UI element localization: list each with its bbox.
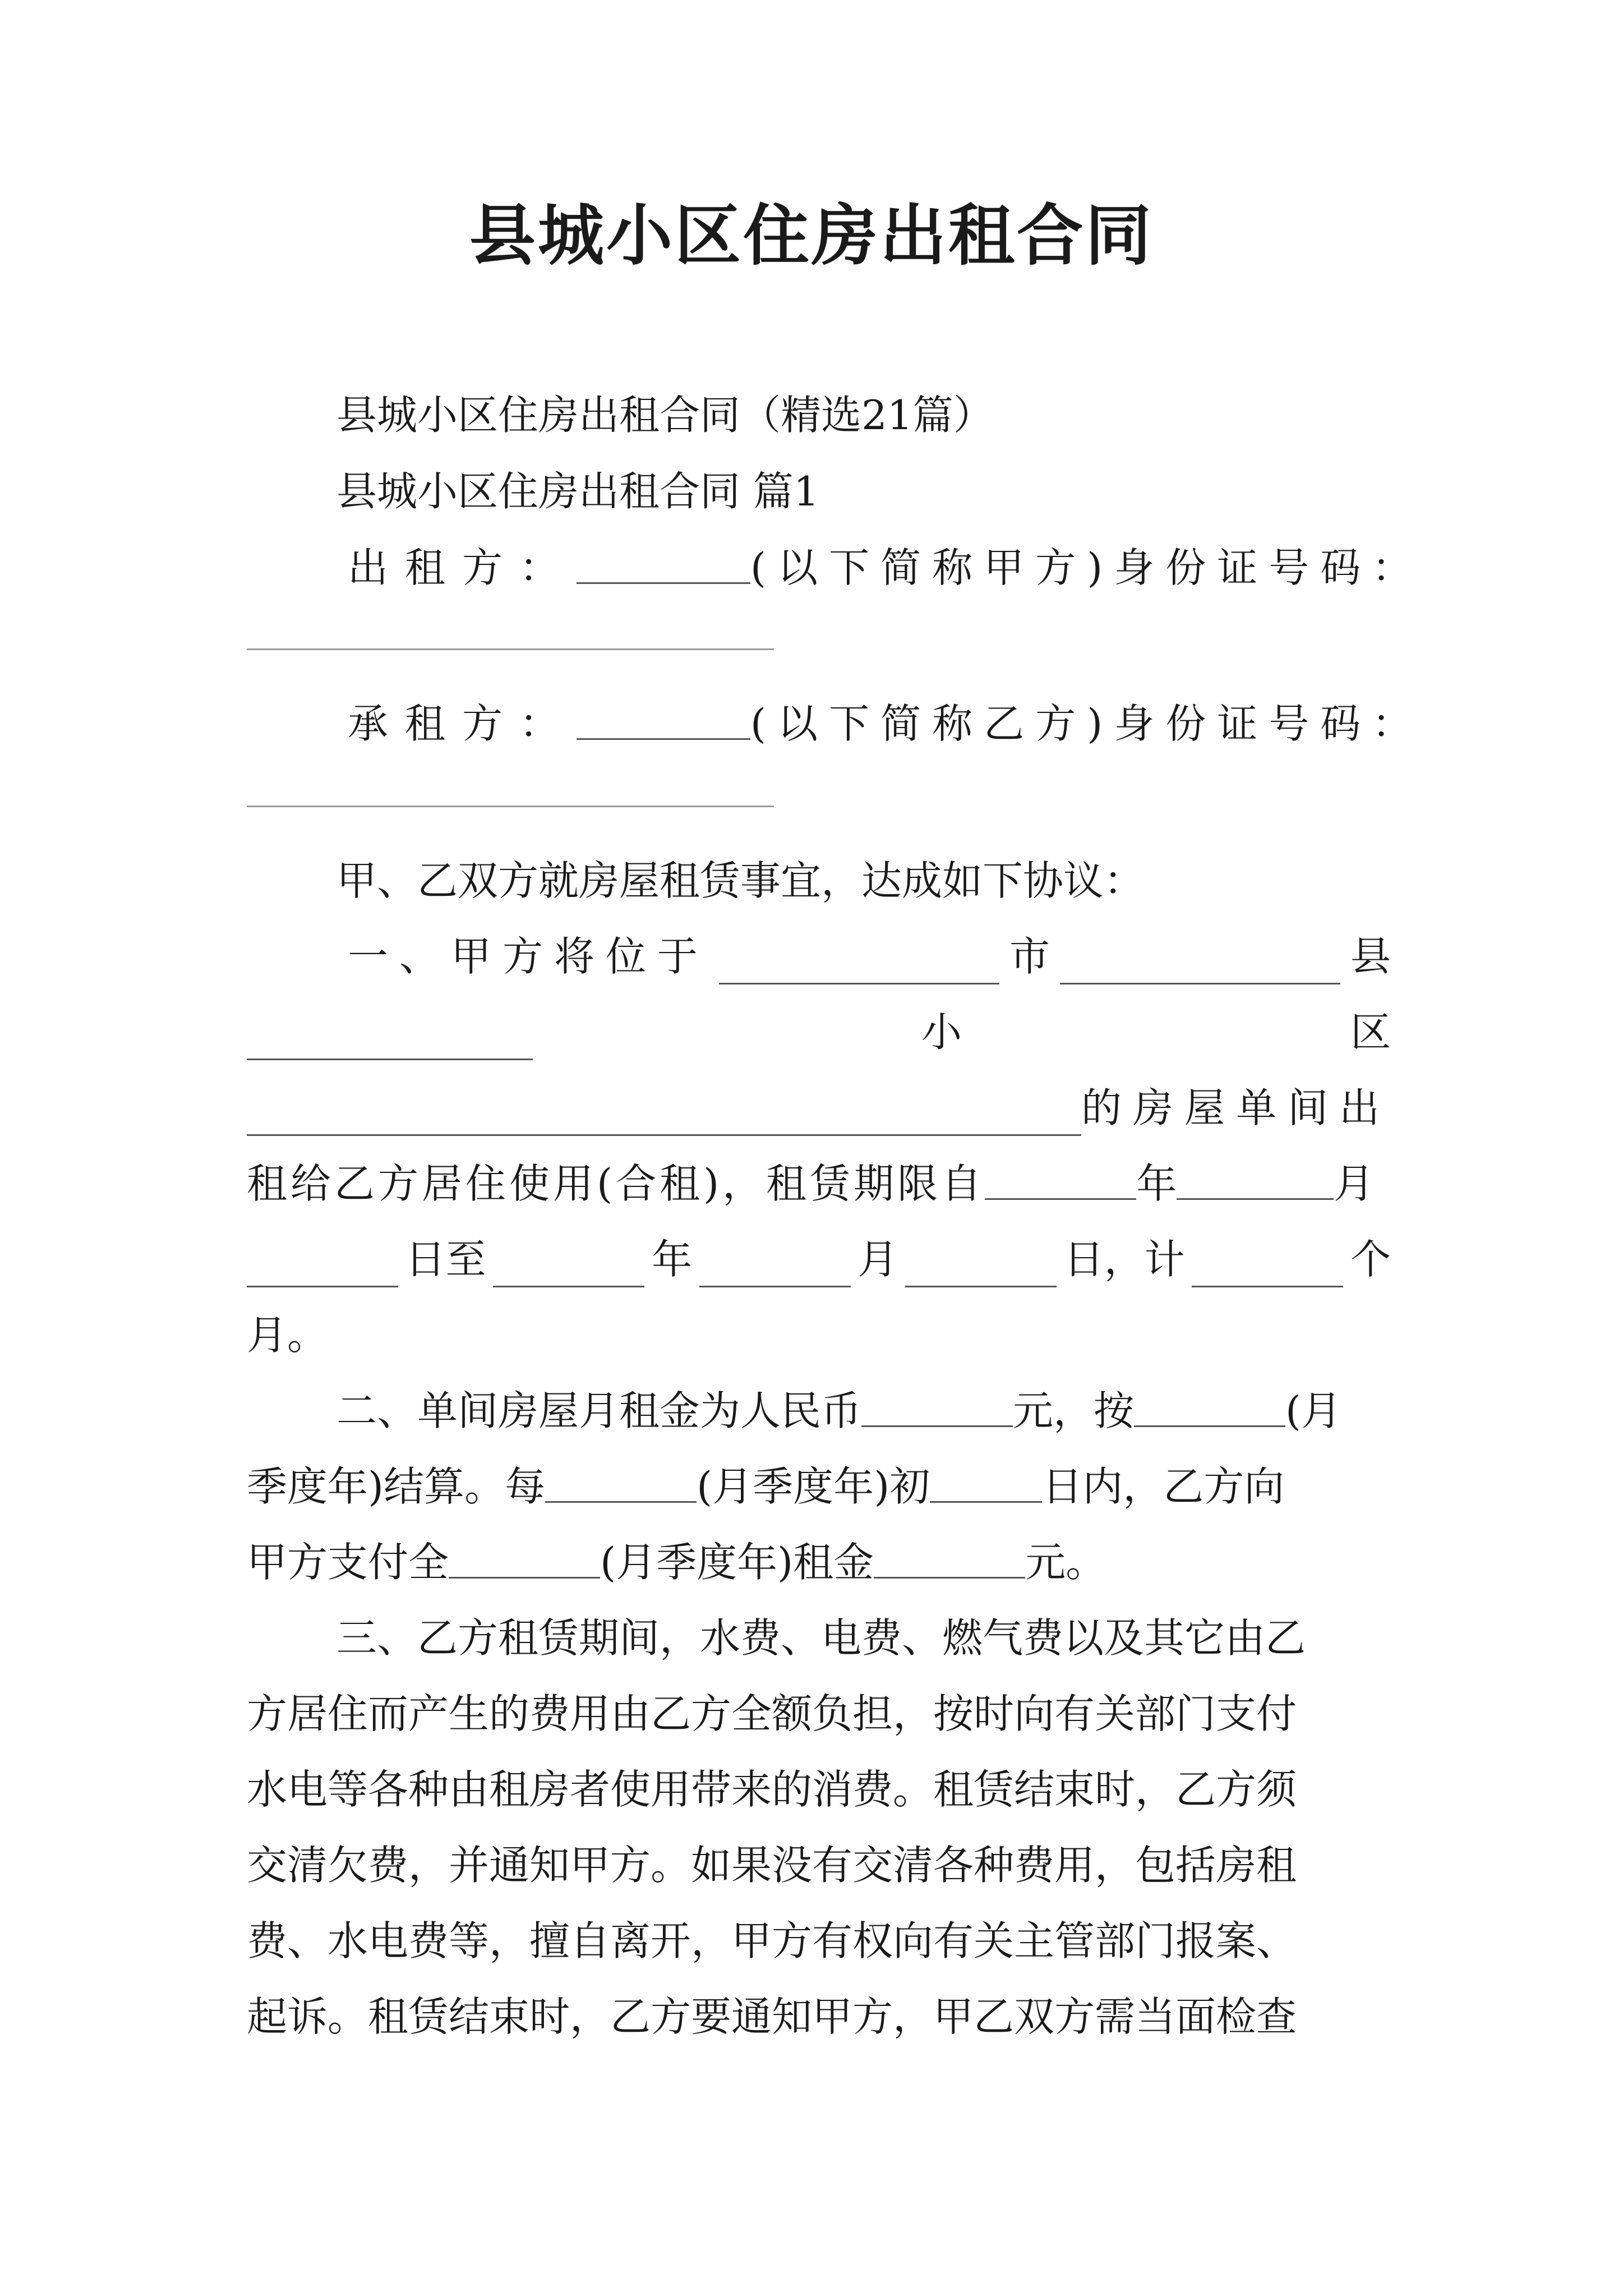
county-blank[interactable] xyxy=(1060,942,1340,984)
clause2-line2 xyxy=(247,1458,1391,1515)
lessor-label: 出租方： xyxy=(348,544,577,591)
clause3-line4: 交清欠费，并通知甲方。如果没有交清各种费用，包括房租 xyxy=(247,1842,1297,1889)
clause1-text-e: 区 xyxy=(1350,1009,1391,1056)
clause2-text-d: 季度年)结算。每 xyxy=(247,1463,546,1510)
lessor-id-line xyxy=(247,606,774,662)
clause3-line3: 水电等各种由租房者使用带来的消费。租赁结束时，乙方须 xyxy=(247,1766,1297,1813)
clause2-text-a: 二、单间房屋月租金为人民币 xyxy=(336,1387,862,1434)
clause1-line2 xyxy=(247,1004,1391,1060)
end-year-blank[interactable] xyxy=(493,1245,644,1287)
clause2-text-e: (月季度年)初 xyxy=(697,1463,930,1510)
clause2-text-g: 甲方支付全 xyxy=(247,1539,449,1586)
lessor-alias: (以下简称甲方)身份证号码： xyxy=(750,544,1424,591)
clause1-line3 xyxy=(247,1080,1391,1136)
clause2-line3 xyxy=(247,1534,1391,1590)
lessor-name-blank[interactable] xyxy=(577,542,750,584)
clause1-line4 xyxy=(247,1156,1391,1212)
clause1-text-f: 的房屋单间出 xyxy=(1081,1084,1391,1131)
section-title: 县城小区住房出租合同 篇1 xyxy=(336,468,819,515)
lessor-id-blank[interactable] xyxy=(247,608,774,650)
clause2-text-f: 日内，乙方向 xyxy=(1042,1463,1285,1510)
city-blank[interactable] xyxy=(719,942,999,984)
start-day-blank[interactable] xyxy=(247,1245,398,1287)
clause1-text-i: 月 xyxy=(1334,1160,1375,1207)
clause2-text-h: (月季度年)租金 xyxy=(600,1539,874,1586)
clause2-text-i: 元。 xyxy=(1025,1539,1106,1586)
rent-amount-blank[interactable] xyxy=(874,1536,1025,1579)
clause1-text-n: 个 xyxy=(1350,1236,1391,1283)
page-title: 县城小区住房出租合同 xyxy=(469,196,1154,274)
clause1-text-a: 一、甲方将位于 xyxy=(348,933,709,980)
clause1-line5 xyxy=(247,1231,1391,1287)
clause1-text-l: 月 xyxy=(857,1236,898,1283)
intro-paragraph: 甲、乙双方就房屋租赁事宜，达成如下协议： xyxy=(336,857,1145,904)
end-day-blank[interactable] xyxy=(905,1245,1057,1287)
clause3-line2: 方居住而产生的费用由乙方全额负担，按时向有关部门支付 xyxy=(247,1690,1297,1737)
clause1-text-d: 小 xyxy=(921,1009,962,1056)
clause2-text-c: (月 xyxy=(1285,1387,1342,1434)
clause1-line6: 月。 xyxy=(247,1312,328,1359)
clause1-text-m: 日，计 xyxy=(1063,1236,1185,1283)
payment-days-blank[interactable] xyxy=(930,1461,1042,1503)
end-month-blank[interactable] xyxy=(699,1245,851,1287)
lessee-alias: (以下简称乙方)身份证号码： xyxy=(750,700,1424,747)
lessee-name-blank[interactable] xyxy=(577,698,750,740)
clause2-text-b: 元，按 xyxy=(1013,1387,1135,1434)
lessee-line xyxy=(348,696,1424,752)
clause1-text-h: 年 xyxy=(1136,1160,1177,1207)
start-month-blank[interactable] xyxy=(1177,1158,1334,1200)
community-blank[interactable] xyxy=(247,1094,1081,1136)
lessee-id-blank[interactable] xyxy=(247,765,774,807)
lessee-id-line xyxy=(247,763,774,819)
clause1-text-k: 年 xyxy=(651,1236,692,1283)
lessor-line xyxy=(348,540,1424,596)
payment-period-blank[interactable] xyxy=(545,1461,697,1503)
lessee-label: 承租方： xyxy=(348,700,577,747)
clause1-line1 xyxy=(348,928,1391,984)
settlement-period-blank[interactable] xyxy=(1134,1385,1285,1427)
clause1-text-j: 日至 xyxy=(405,1236,486,1283)
clause3-line6: 起诉。租赁结束时，乙方要通知甲方，甲乙双方需当面检查 xyxy=(247,1993,1297,2040)
clause3-line5: 费、水电费等，擅自离开，甲方有权向有关主管部门报案、 xyxy=(247,1917,1297,1964)
full-period-blank[interactable] xyxy=(449,1536,600,1579)
clause3-line1: 三、乙方租赁期间，水费、电费、燃气费以及其它由乙 xyxy=(336,1614,1306,1662)
duration-blank[interactable] xyxy=(1192,1245,1343,1287)
clause2-line1 xyxy=(336,1383,1391,1439)
subtitle: 县城小区住房出租合同（精选21篇） xyxy=(336,392,994,439)
district-blank[interactable] xyxy=(247,1018,533,1060)
monthly-rent-blank[interactable] xyxy=(861,1385,1013,1427)
clause1-text-b: 市 xyxy=(1009,933,1050,980)
start-year-blank[interactable] xyxy=(985,1158,1136,1200)
clause1-text-c: 县 xyxy=(1350,933,1391,980)
clause1-text-g: 租给乙方居住使用(合租)，租赁期限自 xyxy=(247,1160,985,1207)
